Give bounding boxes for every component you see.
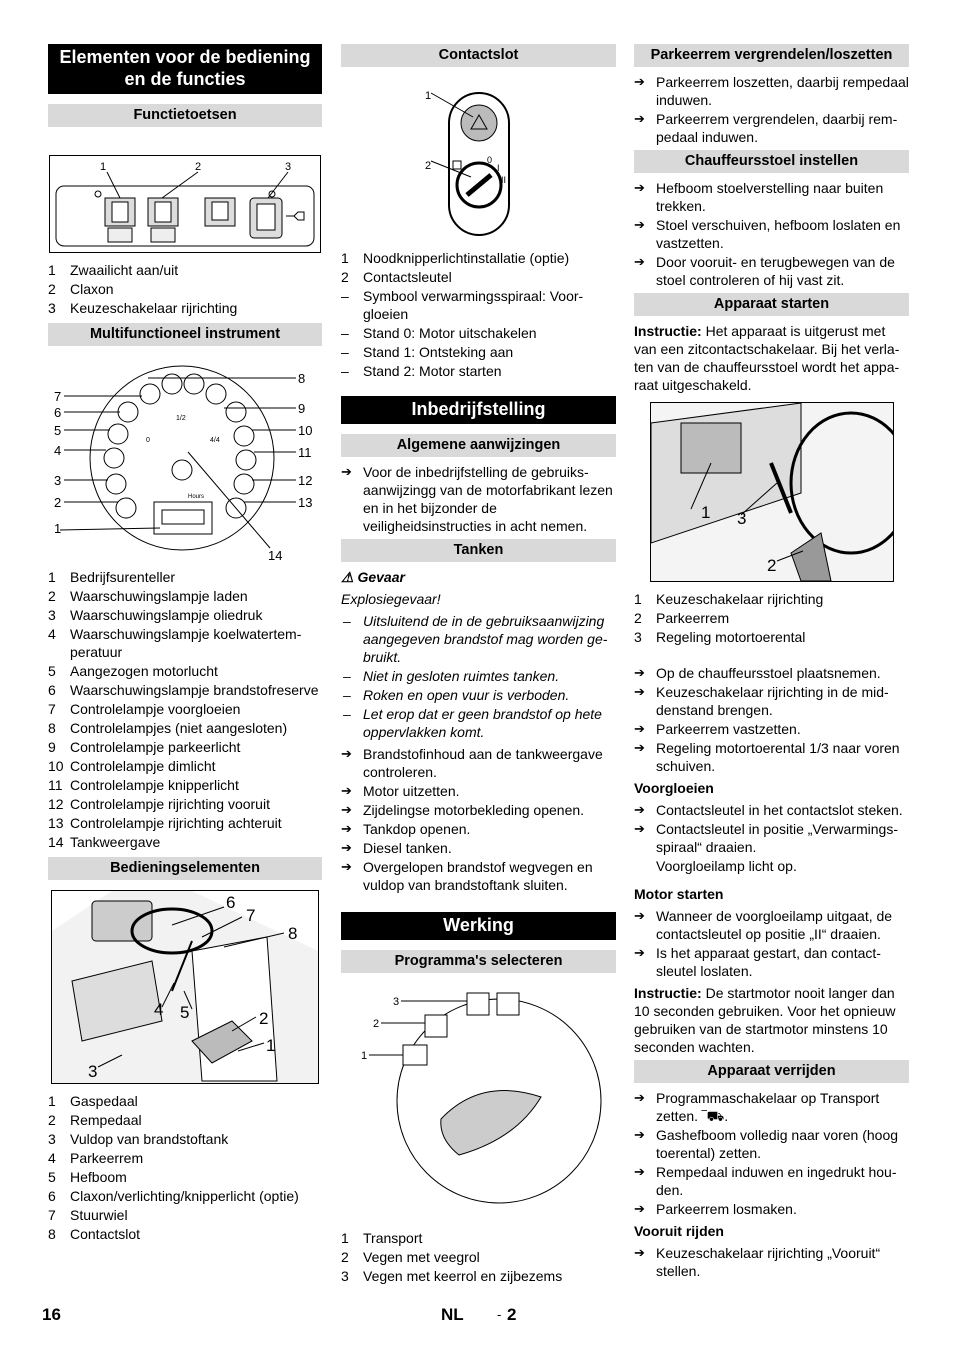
list-item: – Stand 1: Ontsteking aan (341, 344, 514, 360)
gauge-label-hours: Hours (188, 494, 205, 500)
list-item: 5 Hefboom (48, 1169, 127, 1185)
callout-3: 3 (54, 473, 62, 488)
heading-algemeen: Algemene aanwijzingen (341, 434, 616, 457)
language-code: NL (441, 1305, 464, 1324)
callout-9: 9 (298, 401, 306, 416)
parkeerrem-steps (634, 73, 909, 146)
list-item: 1 Noodknipperlichtinstallatie (optie) (341, 250, 570, 266)
callout-3: 3 (285, 161, 292, 173)
list-item: 2 Parkeerrem (634, 610, 730, 626)
switch-pos-0: 0 (487, 155, 493, 165)
callout-4: 4 (154, 1000, 164, 1019)
figure-dashboard (650, 402, 894, 582)
functietoetsen-list (48, 261, 322, 317)
starten-list (634, 590, 909, 646)
step: ➔ Is het apparaat gestart, dan contactsleutel loslaten. (634, 944, 909, 980)
list-item: 9 Controlelampje parkeerlicht (48, 739, 241, 755)
figure-multifunction-instrument (48, 352, 322, 562)
vooruit-label: Vooruit rijden (634, 1223, 724, 1239)
callout-3: 3 (88, 1062, 98, 1081)
list-item: 2 Vegen met veegrol (341, 1249, 480, 1265)
danger-list (341, 612, 616, 741)
programma-list (341, 1229, 616, 1285)
gauge-label-zero: 0 (146, 437, 150, 444)
list-item: 3 Waarschuwingslampje oliedruk (48, 607, 263, 623)
list-item: 8 Contactslot (48, 1226, 141, 1242)
danger-heading (341, 568, 616, 586)
figure-ignition (341, 73, 616, 243)
footer-dash: - (497, 1307, 502, 1322)
callout-2: 2 (766, 556, 776, 575)
section-title-inbedrijfstelling: Inbedrijfstelling (341, 396, 616, 424)
instrument-illustration (48, 352, 322, 562)
instrument-list (48, 568, 322, 851)
callout-13: 13 (298, 495, 313, 510)
step: ➔ Programmaschakelaar op Transport zetten. ‾⛟. (634, 1089, 909, 1125)
step: ➔ Rempedaal induwen en ingedrukt houden. (634, 1163, 909, 1199)
list-item: 1 Transport (341, 1230, 423, 1246)
heading-tanken: Tanken (341, 539, 616, 562)
callout-1: 1 (700, 503, 710, 522)
controls-illustration (52, 891, 318, 1083)
step: ➔ Contactsleutel in het contactslot steken. (634, 801, 909, 819)
step: ➔ Overgelopen brandstof wegvegen en vuldop van brandstoftank sluiten. (341, 858, 616, 894)
list-item: 7 Stuurwiel (48, 1207, 128, 1223)
heading-functietoetsen: Functietoetsen (48, 104, 322, 127)
function-keys-illustration (50, 156, 320, 252)
note-text: De startmotor nooit langer dan 10 seconden gebruiken. Voor het opnieuw gebruiken van de startmotor minstens 10 seconden wachten. (634, 985, 896, 1055)
callout-2: 2 (259, 1009, 269, 1028)
step: ➔ Parkeerrem losmaken. (634, 1200, 909, 1218)
contactslot-list (341, 249, 616, 380)
step: ➔ Tankdop openen. (341, 820, 616, 838)
tanken-steps (341, 745, 616, 894)
motor-steps (634, 907, 909, 980)
stoel-steps (634, 179, 909, 289)
callout-3: 3 (736, 509, 746, 528)
motor-note (634, 984, 909, 1056)
figure-function-keys (49, 155, 321, 253)
list-item: 10 Controlelampje dimlicht (48, 758, 216, 774)
list-item: 13 Controlelampje rijrichting achteruit (48, 815, 282, 831)
list-item: – Uitsluitend de in de gebruiksaanwijzing aangegeven brandstof mag worden gebruikt. (341, 612, 616, 666)
list-item: 3 Keuzeschakelaar rijrichting (48, 300, 238, 316)
callout-2: 2 (373, 1018, 380, 1030)
danger-text: Explosiegevaar! (341, 591, 441, 607)
heading-programma: Programma's selecteren (341, 950, 616, 973)
list-item: 5 Aangezogen motorlucht (48, 663, 218, 679)
section-title-werking: Werking (341, 912, 616, 940)
step: ➔ Hefboom stoelverstelling naar buiten trekken. (634, 179, 909, 215)
step: ➔ Brandstofinhoud aan de tankweergave controleren. (341, 745, 616, 781)
step: ➔ Diesel tanken. (341, 839, 616, 857)
list-item: 1 Bedrijfsurenteller (48, 569, 176, 585)
step: ➔ Stoel verschuiven, hefboom loslaten en vastzetten. (634, 216, 909, 252)
callout-6: 6 (226, 893, 236, 912)
list-item: 11 Controlelampje knipperlicht (48, 777, 239, 793)
starten-note (634, 322, 909, 394)
gauge-label-half: 1/2 (176, 415, 186, 422)
note-label: Instructie: (634, 985, 702, 1001)
list-item: 2 Rempedaal (48, 1112, 142, 1128)
section-title-elementen: Elementen voor de bediening en de functies (48, 44, 322, 94)
callout-8: 8 (288, 924, 298, 943)
voorgloeien-steps (634, 801, 909, 856)
warning-triangle-icon: ⚠ (341, 569, 354, 585)
list-item: 3 Vegen met keerrol en zijbezems (341, 1268, 563, 1284)
list-item: – Let erop dat er geen brandstof op hete oppervlakken komt. (341, 705, 616, 741)
list-item: 2 Contactsleutel (341, 269, 452, 285)
list-item: 4 Parkeerrem (48, 1150, 144, 1166)
callout-1: 1 (54, 521, 62, 536)
callout-4: 4 (54, 443, 62, 458)
heading-parkeerrem: Parkeerrem vergrendelen/loszetten (634, 44, 909, 67)
step: ➔ Keuzeschakelaar rijrichting in de middenstand brengen. (634, 683, 909, 719)
figure-controls (51, 890, 319, 1084)
gauge-label-full: 4/4 (210, 437, 220, 444)
verrijden-steps (634, 1089, 909, 1218)
heading-stoel: Chauffeursstoel instellen (634, 150, 909, 173)
ignition-illustration (341, 73, 616, 243)
list-item: 3 Regeling motortoerental (634, 629, 806, 645)
callout-12: 12 (298, 473, 313, 488)
list-item: 3 Vuldop van brandstoftank (48, 1131, 229, 1147)
switch-pos-2: II (501, 175, 507, 185)
list-item: – Niet in gesloten ruimtes tanken. (341, 667, 616, 685)
heading-bedieningselementen: Bedieningselementen (48, 857, 322, 880)
step: ➔ Motor uitzetten. (341, 782, 616, 800)
list-item: – Stand 0: Motor uitschakelen (341, 325, 537, 341)
list-item: 1 Zwaailicht aan/uit (48, 262, 179, 278)
callout-14: 14 (268, 548, 283, 562)
list-item: 12 Controlelampje rijrichting vooruit (48, 796, 270, 812)
step: ➔ Zijdelingse motorbekleding openen. (341, 801, 616, 819)
claxon-switch (148, 198, 178, 242)
step: ➔ Gashefboom volledig naar voren (hoog toerental) zetten. (634, 1126, 909, 1162)
step: ➔ Regeling motortoerental 1/3 naar voren schuiven. (634, 739, 909, 775)
danger-label: Gevaar (357, 569, 405, 585)
list-item: 6 Waarschuwingslampje brandstofreserve (48, 682, 319, 698)
list-item: 6 Claxon/verlichting/knipperlicht (optie) (48, 1188, 299, 1204)
column-2 (341, 44, 616, 1291)
step: ➔ Parkeerrem loszetten, daarbij rempedaal induwen. (634, 73, 909, 109)
callout-5: 5 (54, 423, 62, 438)
step: ➔ Op de chauffeursstoel plaatsnemen. (634, 664, 909, 682)
voorgloeien-label: Voorgloeien (634, 780, 714, 796)
callout-1: 1 (100, 161, 107, 173)
callout-10: 10 (298, 423, 313, 438)
list-item: – Stand 2: Motor starten (341, 363, 502, 379)
list-item: 8 Controlelampjes (niet aangesloten) (48, 720, 288, 736)
callout-2: 2 (54, 495, 62, 510)
step: ➔ Door vooruit- en terugbewegen van de stoel controleren of hij vast zit. (634, 253, 909, 289)
figure-program-selector (341, 979, 616, 1223)
callout-5: 5 (180, 1003, 190, 1022)
voorgloeien-note: Voorgloeilamp licht op. (656, 858, 797, 874)
column-1 (48, 44, 322, 1249)
callout-11: 11 (298, 445, 312, 460)
motor-label: Motor starten (634, 886, 724, 902)
list-item: 2 Claxon (48, 281, 114, 297)
step: ➔ Voor de inbedrijfstelling de gebruiksaanwijzingg van de motorfabrikant lezen en in het bijzonder de veiligheidsinstructies in acht nemen. (341, 463, 616, 535)
callout-1: 1 (425, 90, 432, 102)
list-item: 14 Tankweergave (48, 834, 161, 850)
sub-page-number: 2 (507, 1305, 517, 1324)
column-3 (634, 44, 909, 1284)
list-item: 2 Waarschuwingslampje laden (48, 588, 248, 604)
list-item: 7 Controlelampje voorgloeien (48, 701, 241, 717)
step: ➔ Parkeerrem vastzetten. (634, 720, 909, 738)
callout-2: 2 (195, 161, 202, 173)
step: ➔ Contactsleutel in positie „Verwarmingsspiraal“ draaien. (634, 820, 909, 856)
list-item: – Roken en open vuur is verboden. (341, 686, 616, 704)
heading-verrijden: Apparaat verrijden (634, 1060, 909, 1083)
list-item: – Symbool verwarmingsspiraal: Voorgloeien (341, 288, 584, 322)
callout-6: 6 (54, 405, 62, 420)
note-label: Instructie: (634, 323, 702, 339)
switch-pos-1: I (497, 163, 500, 173)
algemeen-steps (341, 463, 616, 535)
starten-steps (634, 664, 909, 775)
callout-8: 8 (298, 371, 306, 386)
note-text: Het apparaat is uitgerust met van een zitcontactschakelaar. Bij het verlaten van de chauffeursstoel wordt het apparaat uitgeschakeld. (634, 323, 900, 393)
step: ➔ Keuzeschakelaar rijrichting „Vooruit“ stellen. (634, 1244, 909, 1280)
program-selector-illustration (341, 979, 616, 1223)
transport-icon: ‾⛟ (701, 1108, 725, 1124)
callout-3: 3 (393, 996, 400, 1008)
list-item: 1 Keuzeschakelaar rijrichting (634, 591, 824, 607)
step: ➔ Wanneer de voorgloeilamp uitgaat, de contactsleutel op positie „II“ draaien. (634, 907, 909, 943)
callout-7: 7 (246, 906, 256, 925)
callout-1: 1 (266, 1036, 276, 1055)
list-item: 4 Waarschuwingslampje koelwatertemperatuur (48, 626, 302, 660)
vooruit-steps (634, 1244, 909, 1280)
bediening-list (48, 1092, 322, 1243)
zwaailicht-switch (105, 198, 135, 242)
heading-starten: Apparaat starten (634, 293, 909, 316)
step: ➔ Parkeerrem vergrendelen, daarbij rempedaal induwen. (634, 110, 909, 146)
list-item: 1 Gaspedaal (48, 1093, 138, 1109)
heading-contactslot: Contactslot (341, 44, 616, 67)
callout-2: 2 (425, 160, 432, 172)
callout-7: 7 (54, 389, 62, 404)
page-number: 16 (42, 1305, 61, 1324)
dashboard-illustration (651, 403, 893, 581)
heading-instrument: Multifunctioneel instrument (48, 323, 322, 346)
callout-1: 1 (361, 1050, 368, 1062)
